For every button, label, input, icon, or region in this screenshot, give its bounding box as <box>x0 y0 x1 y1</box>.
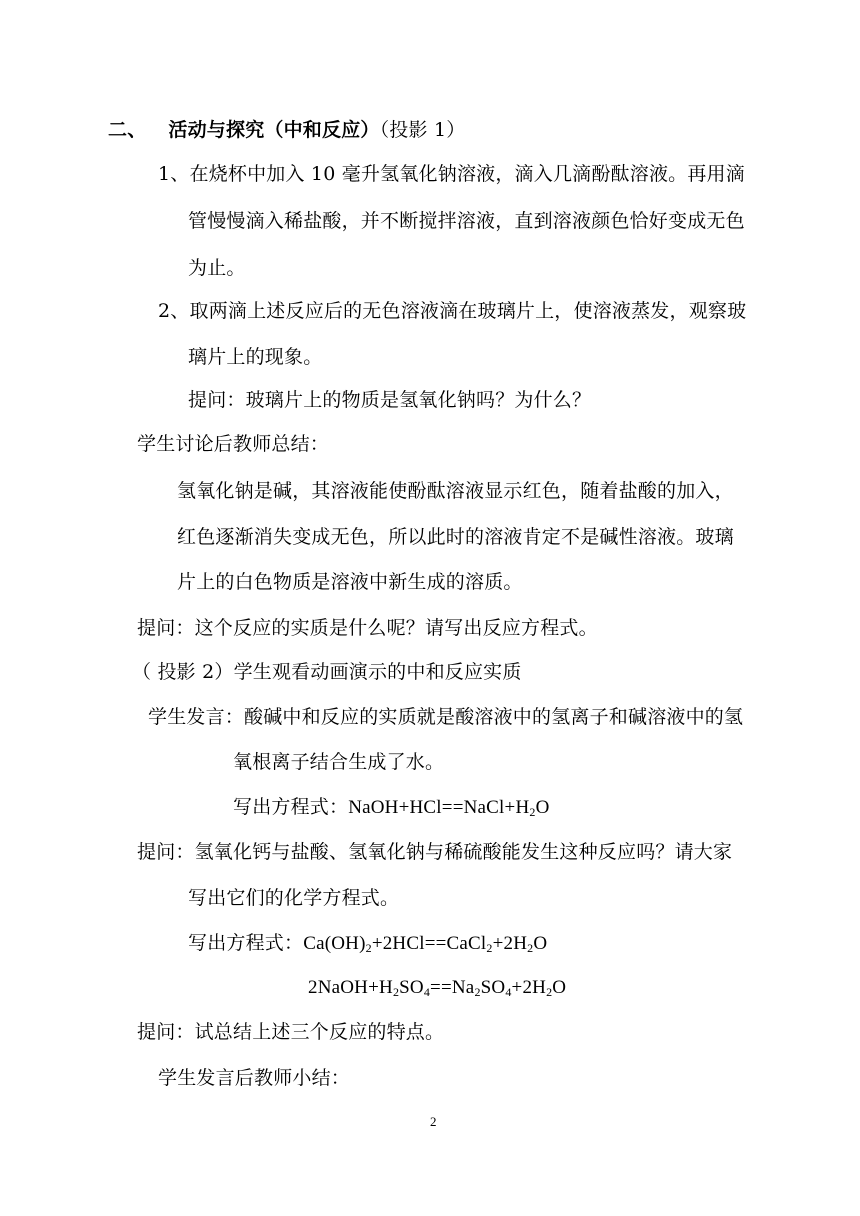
section-title: 活动与探究（中和反应） <box>168 119 380 141</box>
summary-line-2: 红色逐渐消失变成无色，所以此时的溶液肯定不是碱性溶液。玻璃 <box>177 526 734 548</box>
equation-prefix: 写出方程式： <box>233 796 349 818</box>
equation-line-1 <box>233 795 550 820</box>
section-number: 二、 <box>108 119 147 141</box>
question-4: 提问：试总结上述三个反应的特点。 <box>137 1021 445 1043</box>
equation-prefix: 写出方程式： <box>188 932 304 954</box>
equation-line-3 <box>308 975 566 1000</box>
step-2-line-1: 2、取两滴上述反应后的无色溶液滴在玻璃片上，使溶液蒸发，观察玻 <box>158 300 747 322</box>
teacher-summary-heading: 学生发言后教师小结： <box>158 1067 351 1089</box>
section-note: （投影 1） <box>379 119 466 141</box>
question-3-line-2: 写出它们的化学方程式。 <box>188 887 400 909</box>
question-3-line-1: 提问：氢氧化钙与盐酸、氢氧化钠与稀硫酸能发生这种反应吗？请大家 <box>137 841 733 863</box>
equation-naoh-h2so4: $2NaOH+H_2SO_4==Na_2SO_4+2H_2O$ <box>308 977 567 999</box>
student-answer-line-2: 氧根离子结合生成了水。 <box>233 751 445 773</box>
question-2: 提问：这个反应的实质是什么呢？请写出反应方程式。 <box>137 617 598 639</box>
equation-caoh2-hcl: $Ca(OH)_2+2HCl==CaCl_2+2H_2O$ <box>303 933 548 955</box>
section-heading <box>108 118 465 142</box>
summary-line-3: 片上的白色物质是溶液中新生成的溶质。 <box>177 571 523 593</box>
step-1-line-3: 为止。 <box>188 257 246 279</box>
equation-naoh-hcl: $NaOH+HCl==NaCl+H_2O$ <box>348 797 550 819</box>
question-1: 提问：玻璃片上的物质是氢氧化钠吗？为什么？ <box>188 389 592 411</box>
projection-2: （ 投影 2）学生观看动画演示的中和反应实质 <box>132 661 522 683</box>
student-answer-line-1: 学生发言：酸碱中和反应的实质就是酸溶液中的氢离子和碱溶液中的氢 <box>148 706 744 728</box>
discussion-heading: 学生讨论后教师总结： <box>137 433 330 455</box>
page-number: 2 <box>430 1114 437 1129</box>
summary-line-1: 氢氧化钠是碱，其溶液能使酚酞溶液显示红色，随着盐酸的加入， <box>177 480 734 502</box>
step-1-line-1: 1、在烧杯中加入 10 毫升氢氧化钠溶液，滴入几滴酚酞溶液。再用滴 <box>158 163 745 185</box>
step-2-line-2: 璃片上的现象。 <box>188 346 323 368</box>
step-1-line-2: 管慢慢滴入稀盐酸，并不断搅拌溶液，直到溶液颜色恰好变成无色 <box>188 210 745 232</box>
equation-line-2 <box>188 931 547 956</box>
